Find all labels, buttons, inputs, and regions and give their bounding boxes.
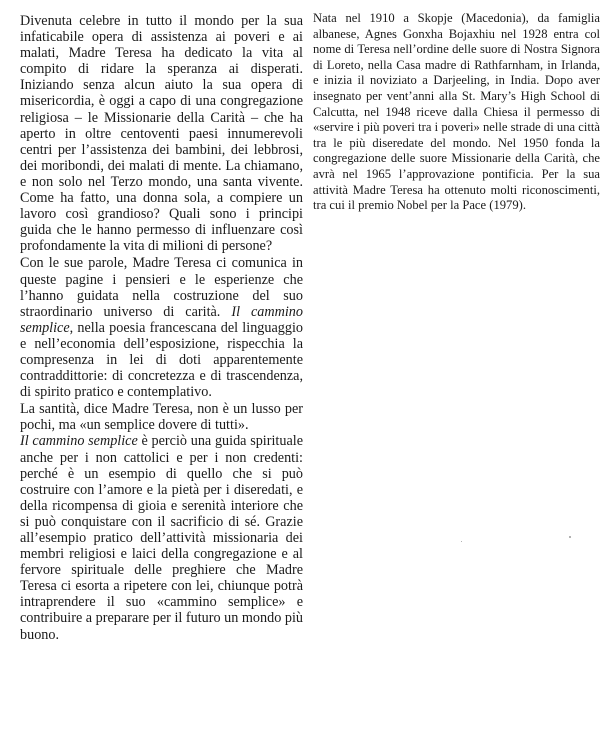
scan-speck [461,541,462,542]
description-paragraph-intro: Divenuta celebre in tutto il mondo per la sua infaticabile opera di assistenza ai poveri e ai malati, Madre Teresa ha dedicato la vita al compito di ridare la speranza ai disperati. Iniziando senza alcun aiuto la sua opera di misericordia, è oggi a capo di una congregazione religiosa – le Missionarie della Carità – che ha aperto in oltre centoventi paesi innumerevoli centri per l’assistenza dei bambini, dei lebbrosi, dei moribondi, dei malati di mente. La chiamano, e non solo nel Terzo mondo, una santa vivente. Come ha fatto, una donna sola, a compiere un lavoro così grandioso? Quali sono i principi guida che le hanno permesso di influenzare così profondamente la vita di milioni di persone? [20,13,303,255]
book-title-italic: Il cammino semplice [20,433,138,450]
author-biography-column [313,11,600,214]
book-title-italic: Il cammino semplice [20,303,303,336]
scan-speck [569,536,571,538]
author-biography-paragraph: Nata nel 1910 a Skopje (Macedonia), da famiglia albanese, Agnes Gonxha Bojaxhiu nel 1928 entra col nome di Teresa nell’ordine delle suore di Nostra Signora di Loreto, nella Casa madre di Rathfarnham, in Irlanda, e inizia il noviziato a Darjeeling, in India. Dopo aver insegnato per vent’anni alla St. Mary’s High School di Calcutta, nel 1948 riceve dalla Chiesa il permesso di «servire i più poveri tra i poveri» nelle strade di una città tra le più diseredate del mondo. Nel 1950 fonda la congregazione delle suore Missionarie della Carità, che avrà nel 1965 l’approvazione pontificia. Per la sua attività Madre Teresa ha ottenuto molti riconoscimenti, tra cui il premio Nobel per la Pace (1979). [313,11,600,213]
description-paragraph-words [20,255,303,400]
description-paragraph-holiness-text-end: è perciò una guida spirituale anche per i non cattolici e per i non credenti: perché è un esempio di quello che si può costruire con l’amore e la pietà per i diseredati, e della ricompensa di gioia e serenità interiore che si può conquistare con il sacrificio di sé. Grazie all’esempio pratico dell’attività missionaria dei membri religiosi e laici della congregazione e al fervore spirituale delle preghiere che Madre Teresa ci esorta a ripetere con lei, chiunque potrà intraprendere il suo «cammino semplice» e contribuire a preparare per il futuro un mondo più buono. [20,433,303,643]
description-paragraph-words-text-end: , nella poesia francescana del linguaggio e nell’economia dell’esposizione, rispecchia la compresenza in lei di doti apparentemente contraddittorie: di concretezza e di trascendenza, di spirito pratico e contemplativo. [20,319,303,401]
description-paragraph-holiness-text-start: La santità, dice Madre Teresa, non è un lusso per pochi, ma «un semplice dovere di tutti». [20,401,303,434]
description-paragraph-holiness [20,401,303,642]
description-paragraph-words-text-start: Con le sue parole, Madre Teresa ci comunica in queste pagine i pensieri e le esperienze che l’hanno guidata nella costruzione del suo straordinario universo di carità. [20,255,303,320]
book-description-column [20,13,303,643]
